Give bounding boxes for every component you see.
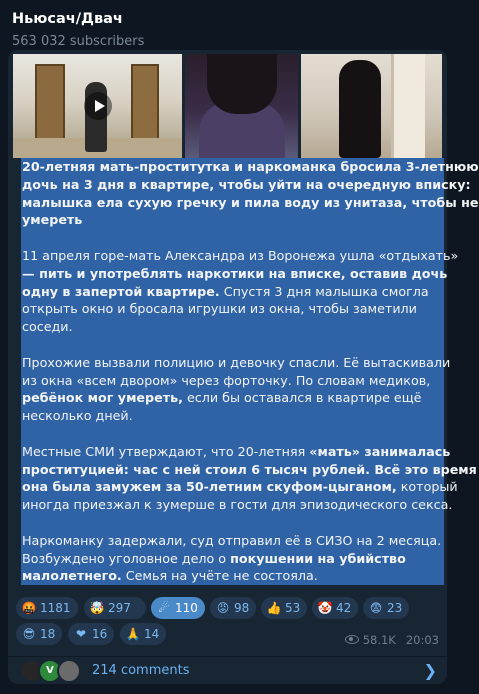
reaction-chip[interactable] xyxy=(261,597,307,619)
text-line xyxy=(22,443,451,461)
paragraph-gap xyxy=(22,336,444,354)
post-time: 20:03 xyxy=(405,633,439,647)
reaction-chip[interactable] xyxy=(68,623,114,645)
subscriber-count: 563 032 subscribers xyxy=(12,34,145,49)
reaction-chip[interactable] xyxy=(16,623,62,645)
sunglasses-face-icon: 😎 xyxy=(22,627,36,641)
text-bold: ребёнок мог умереть, xyxy=(22,390,183,406)
comments-button[interactable] xyxy=(8,657,447,684)
comments-bar[interactable] xyxy=(8,655,447,688)
thumbnail-figure xyxy=(339,60,381,158)
text-bold: проституцией: xyxy=(22,461,129,477)
avatar: V xyxy=(38,659,62,683)
play-icon[interactable] xyxy=(84,92,112,120)
text-line: 20-летняя мать-проститутка и наркоманка бросила 3-летнюю xyxy=(22,159,479,174)
text-line: малышка ела сухую гречку и пила воду из унитаза, чтобы не xyxy=(22,194,479,210)
reaction-chip[interactable] xyxy=(120,623,166,645)
clown-face-icon: 🤡 xyxy=(317,601,333,615)
text-line: Прохожие вызвали полицию и девочку спасли. Её вытаскивали xyxy=(22,354,451,370)
text-bold: одну в запертой квартире. xyxy=(22,283,220,299)
reaction-count: 297 xyxy=(108,601,131,615)
chevron-right-icon[interactable]: ❯ xyxy=(423,661,437,680)
text-span: Местные СМИ утверждают, что 20-летняя xyxy=(22,443,310,459)
text-span: Семья на учёте не состояла. xyxy=(121,568,318,584)
text-line xyxy=(22,389,444,407)
reaction-count: 42 xyxy=(336,601,352,615)
comments-count-label[interactable]: 214 comments xyxy=(92,663,190,678)
text-line xyxy=(22,478,458,496)
thumbnail-figure xyxy=(207,54,277,114)
text-line: умереть xyxy=(22,212,83,228)
media-album xyxy=(13,54,442,158)
exploding-head-icon: 🤯 xyxy=(89,601,105,615)
post-text xyxy=(22,158,479,592)
reaction-count: 110 xyxy=(175,601,198,615)
text-span: Спустя 3 дня малышка смогла xyxy=(219,283,429,299)
text-line: несколько дней. xyxy=(22,408,133,424)
reaction-chip[interactable] xyxy=(312,597,358,619)
eye-icon xyxy=(345,635,359,644)
reaction-count: 16 xyxy=(92,627,108,641)
text-line: 11 апреля горе-мать Александра из Воронежа ушла «отдыхать» xyxy=(22,247,459,263)
photo-thumbnail[interactable] xyxy=(301,54,442,158)
reaction-count: 98 xyxy=(234,601,250,615)
text-bold: покушении на убийство xyxy=(230,550,406,566)
text-line: — пить и употреблять наркотики на вписке, оставив дочь xyxy=(22,265,448,281)
text-line: открыть окно и бросала игрушки из окна, чтобы заметили xyxy=(22,301,417,317)
reaction-count: 18 xyxy=(40,627,56,641)
text-line xyxy=(22,550,444,568)
photo-thumbnail[interactable] xyxy=(185,54,298,158)
paragraph-gap xyxy=(22,425,444,443)
thumbs-up-icon: 👍 xyxy=(266,601,282,615)
text-span: если бы оставался в квартире ещё xyxy=(182,390,422,406)
folded-hands-icon: 🙏 xyxy=(125,627,141,641)
reaction-chip[interactable] xyxy=(16,597,78,619)
text-bold: малолетнего. xyxy=(22,568,122,584)
comet-icon: ☄ xyxy=(158,601,170,615)
reaction-chip[interactable] xyxy=(363,597,409,619)
text-line: дочь на 3 дня в квартире, чтобы уйти на очередную вписку: xyxy=(22,176,471,192)
text-span: который xyxy=(396,479,458,495)
text-line xyxy=(22,461,477,479)
reaction-count: 23 xyxy=(387,601,403,615)
channel-post xyxy=(8,50,479,684)
avatar xyxy=(57,659,81,683)
text-line: соседи. xyxy=(22,319,73,335)
post-meta xyxy=(345,632,439,648)
video-thumbnail[interactable] xyxy=(13,54,182,158)
text-line xyxy=(22,567,444,585)
view-count: 58.1K xyxy=(362,633,396,647)
heart-icon: ❤ xyxy=(75,627,87,641)
text-bold: час с ней стоил 6 тысяч рублей. Всё это время xyxy=(128,461,477,477)
fearful-face-icon: 😨 xyxy=(369,601,383,615)
text-line xyxy=(22,283,444,301)
channel-header[interactable] xyxy=(0,0,457,52)
reaction-chip-selected[interactable] xyxy=(151,597,205,619)
thumbnail-door xyxy=(391,54,425,158)
reaction-chip[interactable] xyxy=(84,597,146,619)
text-bold: «мать» занималась xyxy=(309,443,451,459)
text-line: из окна «всем двором» через форточку. По словам медиков, xyxy=(22,372,431,388)
paragraph-gap xyxy=(22,514,444,532)
channel-title[interactable]: Ньюсач/Двач xyxy=(12,11,123,27)
text-line: иногда приезжал к зумерше в гости для эпизодического секса. xyxy=(22,497,453,513)
text-bold: она была замужем за 50-летним скуфом-цыганом, xyxy=(22,479,397,495)
reaction-count: 14 xyxy=(144,627,160,641)
angry-face-icon: 🤬 xyxy=(21,601,37,615)
text-span: Возбуждено уголовное дело о xyxy=(22,550,231,566)
reaction-count: 53 xyxy=(285,601,301,615)
reaction-chip[interactable] xyxy=(210,597,256,619)
paragraph-gap xyxy=(22,229,444,247)
selected-text xyxy=(21,158,479,585)
pouting-face-icon: 😡 xyxy=(216,601,230,615)
text-line: Наркоманку задержали, суд отправил её в СИЗО на 2 месяца. xyxy=(22,532,442,548)
reaction-count: 1181 xyxy=(40,601,71,615)
